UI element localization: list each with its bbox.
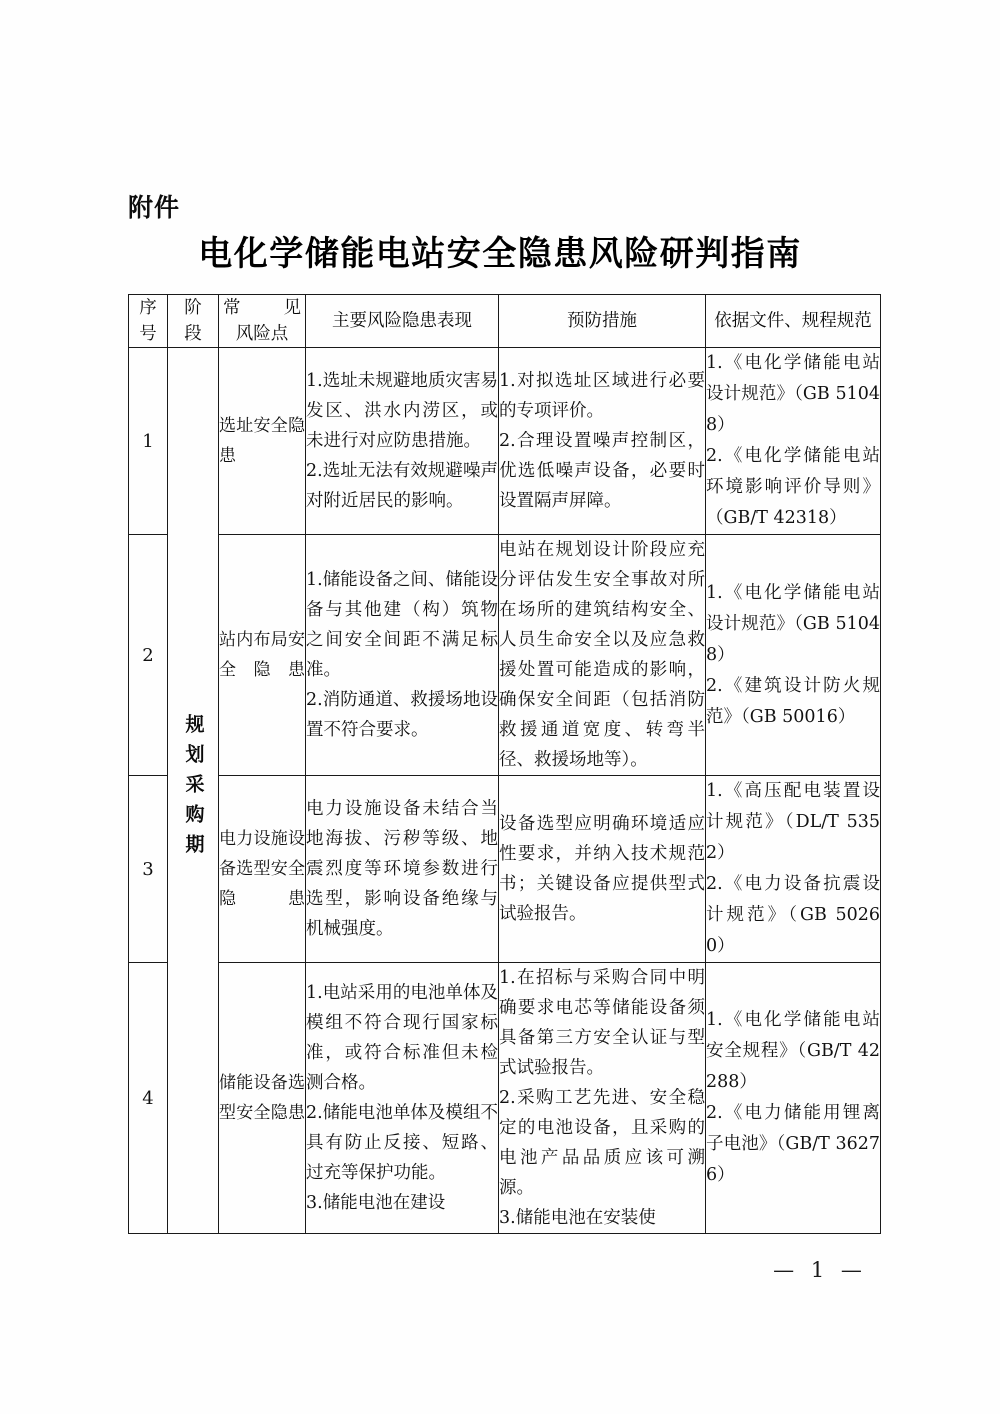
column-header-stage-line2: 段 <box>184 324 202 344</box>
cell-main-risk <box>306 535 499 776</box>
column-header-risk-point <box>219 295 306 348</box>
cell-row-number: 3 <box>129 776 168 963</box>
table-header-row <box>129 295 881 348</box>
cell-paragraph: 2.《建筑设计防火规范》（GB 50016） <box>706 675 880 727</box>
cell-paragraph: 3.储能电池在建设 <box>306 1193 446 1213</box>
page-number-footer: — 1 — <box>773 1258 867 1282</box>
column-header-reference: 依据文件、规程规范 <box>706 295 881 348</box>
column-header-stage-line1: 阶 <box>184 298 202 318</box>
cell-main-risk <box>306 776 499 963</box>
column-header-stage <box>168 295 219 348</box>
cell-row-number: 1 <box>129 348 168 535</box>
cell-risk-point: 电力设施设备选型安全隐患 <box>219 776 306 963</box>
cell-paragraph: 2.采购工艺先进、安全稳定的电池设备，且采购的电池产品品质应该可溯源。 <box>499 1088 705 1198</box>
column-header-main-risk: 主要风险隐患表现 <box>306 295 499 348</box>
cell-paragraph: 3.储能电池在安装使 <box>499 1208 656 1228</box>
cell-risk-point: 站内布局安全隐患 <box>219 535 306 776</box>
cell-paragraph: 设备选型应明确环境适应性要求，并纳入技术规范书；关键设备应提供型式试验报告。 <box>499 814 705 924</box>
column-header-no <box>129 295 168 348</box>
cell-prevention <box>499 535 706 776</box>
column-header-prevention: 预防措施 <box>499 295 706 348</box>
cell-paragraph: 1.《高压配电装置设计规范》（DL/T 5352） <box>706 781 880 863</box>
risk-assessment-table <box>128 294 881 1234</box>
cell-paragraph: 1.对拟选址区域进行必要的专项评价。 <box>499 371 705 421</box>
cell-reference <box>706 348 881 535</box>
table-row <box>129 535 881 776</box>
cell-row-number: 2 <box>129 535 168 776</box>
cell-paragraph: 2.储能电池单体及模组不具有防止反接、短路、过充等保护功能。 <box>306 1103 498 1183</box>
attachment-label: 附件 <box>128 193 181 222</box>
cell-reference <box>706 963 881 1234</box>
cell-prevention <box>499 963 706 1234</box>
page-title: 电化学储能电站安全隐患风险研判指南 <box>198 234 802 274</box>
cell-paragraph: 2.消防通道、救援场地设置不符合要求。 <box>306 690 498 740</box>
cell-risk-point: 选址安全隐患 <box>219 348 306 535</box>
column-header-risk-point-line1: 常 见 <box>223 298 301 318</box>
cell-paragraph: 2.《电力储能用锂离子电池》（GB/T 36276） <box>706 1103 880 1185</box>
cell-paragraph: 1.《电化学储能电站设计规范》（GB 51048） <box>706 582 880 665</box>
cell-paragraph: 1.《电化学储能电站安全规程》（GB/T 42288） <box>706 1010 880 1092</box>
column-header-risk-point-line2: 风险点 <box>235 324 289 344</box>
cell-reference <box>706 535 881 776</box>
cell-paragraph: 2.《电力设备抗震设计规范》（GB 50260） <box>706 874 880 956</box>
cell-paragraph: 电站在规划设计阶段应充分评估发生安全事故对所在场所的建筑结构安全、人员生命安全以及应急救援处置可能造成的影响，确保安全间距（包括消防救援通道宽度、转弯半径、救援场地等）。 <box>499 540 705 770</box>
cell-paragraph: 2.《电化学储能电站环境影响评价导则》（GB/T 42318） <box>706 446 880 528</box>
table-row <box>129 776 881 963</box>
cell-paragraph: 1.储能设备之间、储能设备与其他建（构）筑物之间安全间距不满足标准。 <box>306 570 498 680</box>
cell-paragraph: 1.《电化学储能电站设计规范》（GB 51048） <box>706 353 880 435</box>
cell-risk-point: 储能设备选型安全隐患 <box>219 963 306 1234</box>
stage-label-vertical: 规划采购期 <box>182 713 205 864</box>
cell-reference <box>706 776 881 963</box>
cell-paragraph: 2.合理设置噪声控制区，优选低噪声设备，必要时设置隔声屏障。 <box>499 431 705 511</box>
cell-paragraph: 1.选址未规避地质灾害易发区、洪水内涝区，或未进行对应防患措施。 <box>306 371 498 451</box>
cell-paragraph: 2.选址无法有效规避噪声对附近居民的影响。 <box>306 461 498 511</box>
cell-prevention <box>499 776 706 963</box>
cell-main-risk <box>306 963 499 1234</box>
table-row <box>129 963 881 1234</box>
cell-paragraph: 1.在招标与采购合同中明确要求电芯等储能设备须具备第三方安全认证与型式试验报告。 <box>499 968 705 1078</box>
cell-main-risk <box>306 348 499 535</box>
cell-row-number: 4 <box>129 963 168 1234</box>
table-row <box>129 348 881 535</box>
table-body <box>129 348 881 1234</box>
column-header-no-line1: 序 <box>139 298 157 318</box>
column-header-no-line2: 号 <box>139 324 157 344</box>
cell-stage-group <box>168 348 219 1234</box>
cell-prevention <box>499 348 706 535</box>
cell-paragraph: 电力设施设备未结合当地海拔、污秽等级、地震烈度等环境参数进行选型，影响设备绝缘与机械强度。 <box>306 799 498 939</box>
cell-paragraph: 1.电站采用的电池单体及模组不符合现行国家标准，或符合标准但未检测合格。 <box>306 983 498 1093</box>
